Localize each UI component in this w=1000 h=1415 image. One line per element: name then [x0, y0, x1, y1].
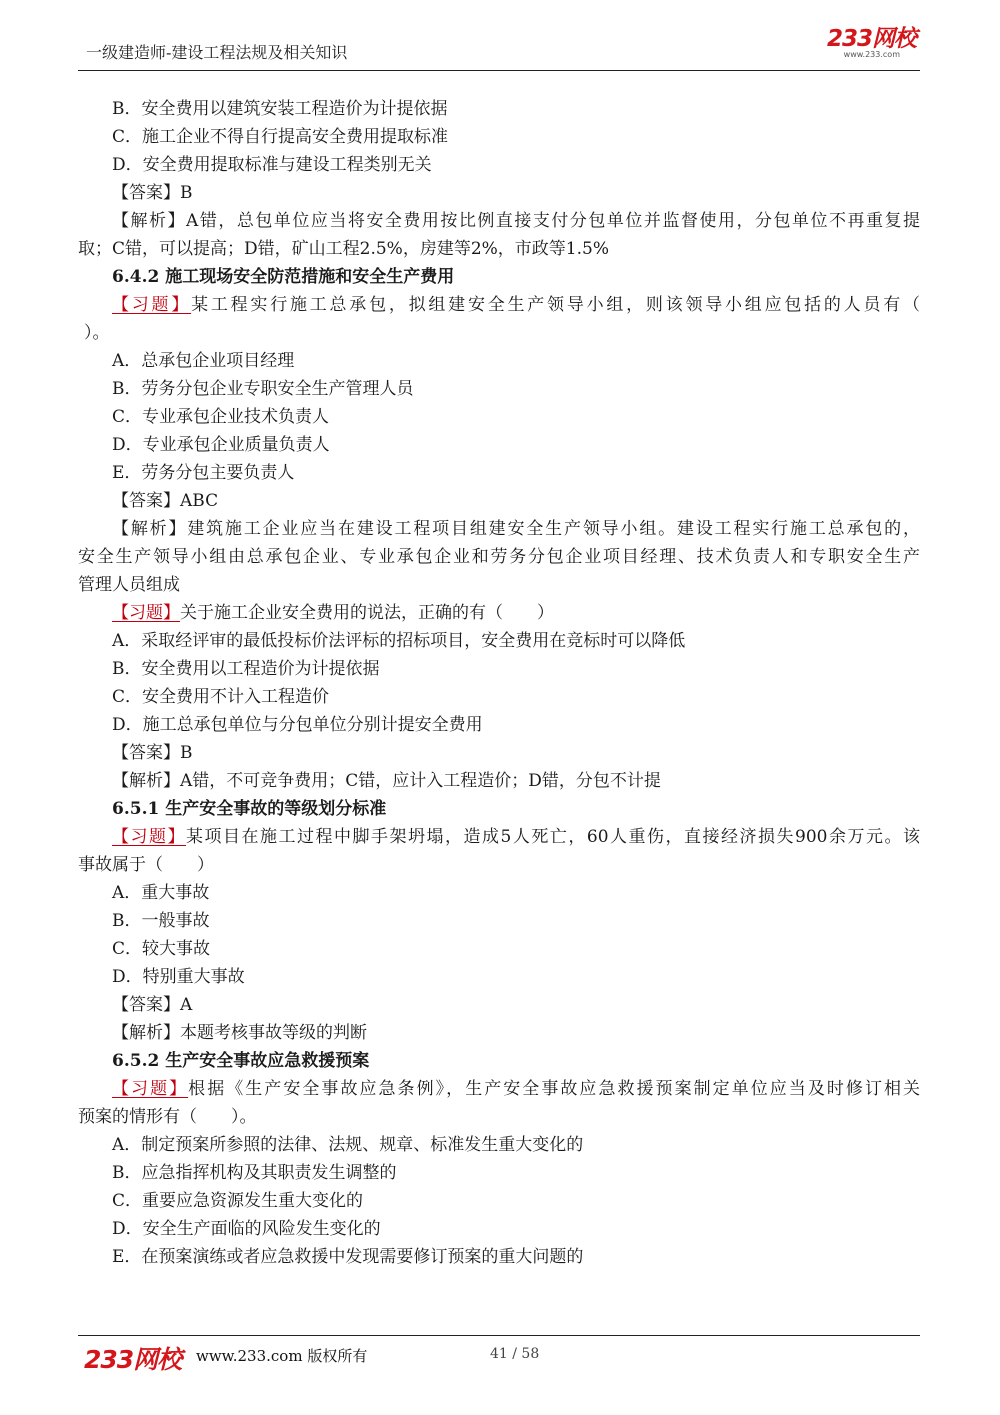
footer-copyright: www.233.com 版权所有 [196, 1347, 368, 1365]
footer-logo: 233网校 [84, 1345, 182, 1374]
option-d: D．特别重大事故 [112, 967, 245, 987]
analysis-line-1 [78, 207, 920, 235]
section-heading-651: 6.5.1 生产安全事故的等级划分标准 [112, 799, 387, 819]
option-c: C．较大事故 [112, 939, 211, 959]
option-b: B．应急指挥机构及其职责发生调整的 [112, 1163, 397, 1183]
question-stem-1-cont: ）。 [84, 323, 110, 343]
answer [78, 179, 920, 207]
option-d: D．施工总承包单位与分包单位分别计提安全费用 [112, 715, 483, 735]
exercise-tag: 【习题】 [112, 295, 192, 315]
analysis [78, 1019, 920, 1047]
brand-logo [827, 28, 916, 60]
question-stem-3-cont: 事故属于（ ） [78, 855, 214, 875]
option-b: B．一般事故 [112, 911, 210, 931]
answer [78, 991, 920, 1019]
question-stem-1 [78, 291, 920, 319]
analysis-text: 本题考核事故等级的判断 [180, 1023, 367, 1043]
option-c: C．施工企业不得自行提高安全费用提取标准 [112, 127, 449, 147]
question-stem-4 [78, 1075, 920, 1103]
header-title: 一级建造师-建设工程法规及相关知识 [86, 43, 348, 62]
option-b: B．安全费用以建筑安装工程造价为计提依据 [112, 99, 448, 119]
brand-logo-text: 233网校 [826, 26, 916, 52]
analysis-label: 【解析】 [112, 519, 188, 539]
section-heading-642: 6.4.2 施工现场安全防范措施和安全生产费用 [112, 267, 455, 287]
option-d: D．专业承包企业质量负责人 [112, 435, 330, 455]
option-b: B．安全费用以工程造价为计提依据 [112, 659, 380, 679]
option-a: A．采取经评审的最低投标价法评标的招标项目，安全费用在竞标时可以降低 [112, 631, 686, 651]
question-stem-2 [78, 599, 920, 627]
analysis-label: 【解析】 [112, 771, 180, 791]
page-content [78, 95, 920, 1271]
option-b: B．劳务分包企业专职安全生产管理人员 [112, 379, 414, 399]
exercise-tag: 【习题】 [112, 827, 187, 847]
brand-logo-url: www.233.com [843, 50, 900, 59]
answer-label: 【答案】 [112, 491, 180, 511]
analysis-line-3: 管理人员组成 [78, 575, 180, 595]
option-a: A．总承包企业项目经理 [112, 351, 295, 371]
analysis-text: A错，总包单位应当将安全费用按比例直接支付分包单位并监督使用，分包单位不再重复提 [186, 211, 921, 231]
analysis-label: 【解析】 [112, 1023, 180, 1043]
analysis-line-1 [78, 515, 920, 543]
option-d: D．安全费用提取标准与建设工程类别无关 [112, 155, 432, 175]
page-footer [78, 1338, 920, 1378]
exercise-tag: 【习题】 [112, 603, 180, 623]
answer-value: ABC [180, 491, 219, 511]
answer-label: 【答案】 [112, 183, 180, 203]
answer-value: A [180, 995, 193, 1015]
analysis-line-2: 取；C错，可以提高；D错，矿山工程2.5%，房建等2%，市政等1.5% [78, 239, 609, 259]
option-a: A．制定预案所参照的法律、法规、规章、标准发生重大变化的 [112, 1135, 584, 1155]
question-stem-3 [78, 823, 920, 851]
page-number: 41 / 58 [490, 1346, 540, 1362]
answer-label: 【答案】 [112, 743, 180, 763]
answer-value: B [180, 183, 193, 203]
analysis-text: 建筑施工企业应当在建设工程项目组建安全生产领导小组。建设工程实行施工总承包的， [187, 519, 921, 539]
analysis-label: 【解析】 [112, 211, 187, 231]
question-stem-text: 某工程实行施工总承包，拟组建安全生产领导小组，则该领导小组应包括的人员有（ [191, 295, 921, 315]
question-stem-text: 关于施工企业安全费用的说法，正确的有（ ） [180, 603, 554, 623]
option-d: D．安全生产面临的风险发生变化的 [112, 1219, 381, 1239]
section-heading-652: 6.5.2 生产安全事故应急救援预案 [112, 1051, 370, 1071]
answer-value: B [180, 743, 193, 763]
question-stem-4-cont: 预案的情形有（ ）。 [78, 1107, 257, 1127]
header-divider [78, 70, 920, 71]
page-header [78, 0, 920, 72]
answer [78, 739, 920, 767]
option-c: C．重要应急资源发生重大变化的 [112, 1191, 364, 1211]
analysis-line-2: 安全生产领导小组由总承包企业、专业承包企业和劳务分包企业项目经理、技术负责人和专职安全生产 [78, 547, 920, 567]
exercise-tag: 【习题】 [112, 1079, 189, 1099]
option-e: E．在预案演练或者应急救援中发现需要修订预案的重大问题的 [112, 1247, 584, 1267]
answer-label: 【答案】 [112, 995, 180, 1015]
option-a: A．重大事故 [112, 883, 210, 903]
option-c: C．安全费用不计入工程造价 [112, 687, 330, 707]
analysis [78, 767, 920, 795]
analysis-text: A错，不可竞争费用；C错，应计入工程造价；D错，分包不计提 [180, 771, 661, 791]
question-stem-text: 某项目在施工过程中脚手架坍塌，造成5人死亡，60人重伤，直接经济损失900余万元。该 [186, 827, 920, 847]
question-stem-text: 根据《生产安全事故应急条例》，生产安全事故应急救援预案制定单位应当及时修订相关 [188, 1079, 921, 1099]
footer-divider [78, 1335, 920, 1336]
answer [78, 487, 920, 515]
option-c: C．专业承包企业技术负责人 [112, 407, 330, 427]
option-e: E．劳务分包主要负责人 [112, 463, 295, 483]
